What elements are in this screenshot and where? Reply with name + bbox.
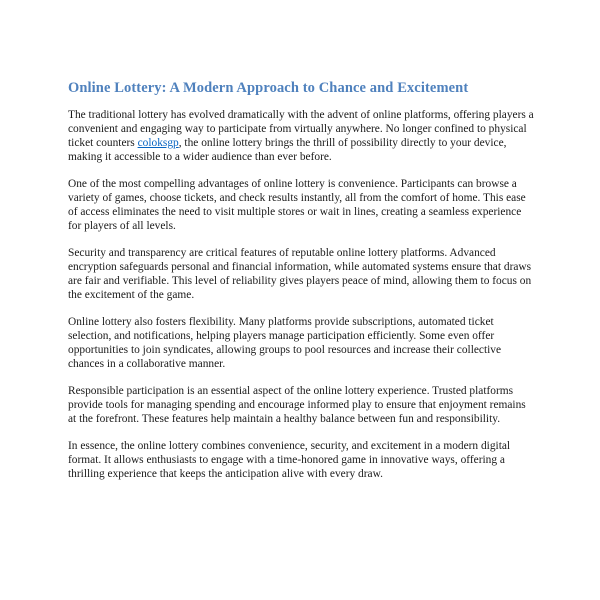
article bbox=[68, 81, 534, 494]
article-title: Online Lottery: A Modern Approach to Chance and Excitement bbox=[68, 80, 469, 96]
intro-paragraph bbox=[68, 108, 534, 164]
paragraph-convenience: One of the most compelling advantages of online lottery is convenience. Participants can browse a variety of games, choose tickets, and check results instantly, all from the comfort of home. This ease of access eliminates the need to visit multiple stores or wait in lines, creating a seamless experience for players of all levels. bbox=[68, 178, 526, 232]
intro-text-after-link: , the online lottery brings the thrill of possibility directly to your device, making it accessible to a wider audience than ever before. bbox=[68, 137, 507, 163]
intro-text-before-link: The traditional lottery has evolved dramatically with the advent of online platforms, offering players a convenient and engaging way to participate from virtually anywhere. No longer confined to physical ticket counters bbox=[68, 109, 534, 149]
coloksgp-link[interactable]: coloksgp bbox=[137, 137, 179, 149]
paragraph-responsibility: Responsible participation is an essential aspect of the online lottery experience. Trusted platforms provide tools for managing spending and encourage informed play to ensure that enjoyment remains at the forefront. These features help maintain a healthy balance between fun and responsibility. bbox=[68, 385, 526, 425]
paragraph-security: Security and transparency are critical features of reputable online lottery platforms. Advanced encryption safeguards personal and financial information, while automated systems ensure that draws are fair and verifiable. This level of reliability gives players peace of mind, allowing them to focus on the excitement of the game. bbox=[68, 247, 532, 301]
paragraph-conclusion: In essence, the online lottery combines convenience, security, and excitement in a modern digital format. It allows enthusiasts to engage with a time-honored game in innovative ways, offering a thrilling experience that keeps the anticipation alive with every draw. bbox=[68, 440, 511, 480]
paragraph-flexibility: Online lottery also fosters flexibility. Many platforms provide subscriptions, automated ticket selection, and notifications, helping players manage participation efficiently. Some even offer opportunities to join syndicates, allowing groups to pool resources and increase their collective chances in a collaborative manner. bbox=[68, 316, 502, 370]
